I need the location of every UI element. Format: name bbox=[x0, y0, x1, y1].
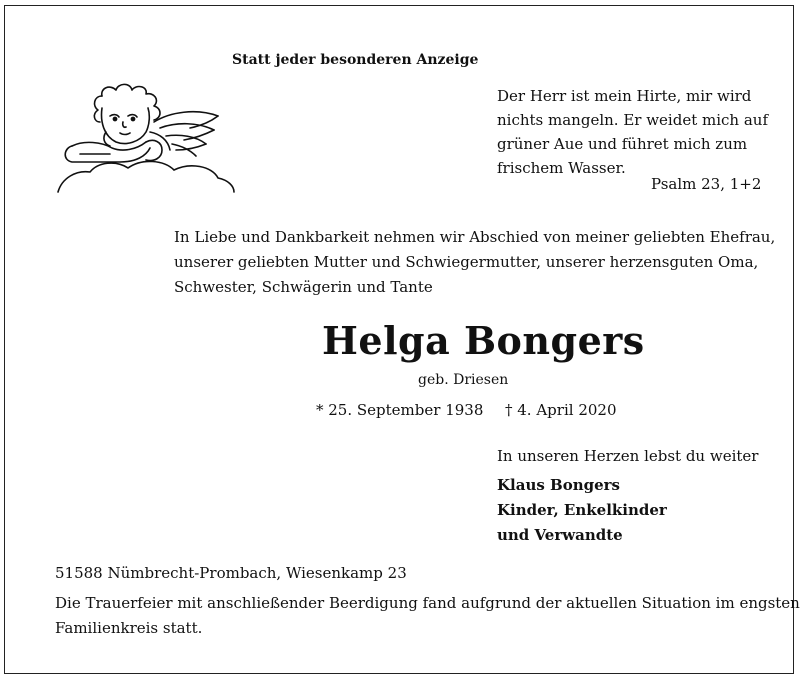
psalm-reference: Psalm 23, 1+2 bbox=[651, 175, 762, 193]
intro-line: In Liebe und Dankbarkeit nehmen wir Abschied von meiner geliebten Ehefrau, bbox=[174, 228, 776, 246]
mourner: Klaus Bongers bbox=[497, 476, 620, 494]
funeral-line: Die Trauerfeier mit anschließender Beerdigung fand aufgrund der aktuellen Situation im engsten bbox=[55, 594, 800, 612]
psalm-line: nichts mangeln. Er weidet mich auf bbox=[497, 111, 768, 129]
death-date: † 4. April 2020 bbox=[505, 401, 617, 419]
intro-text bbox=[174, 225, 776, 300]
intro-line: unserer geliebten Mutter und Schwiegermutter, unserer herzensguten Oma, bbox=[174, 253, 759, 271]
motto: In unseren Herzen lebst du weiter bbox=[497, 447, 759, 465]
headline: Statt jeder besonderen Anzeige bbox=[232, 52, 479, 68]
psalm-line: frischem Wasser. bbox=[497, 159, 626, 177]
mourner: Kinder, Enkelkinder bbox=[497, 501, 667, 519]
cherub-angel-icon bbox=[50, 82, 240, 194]
birth-date: * 25. September 1938 bbox=[316, 401, 484, 419]
funeral-note bbox=[55, 591, 800, 641]
deceased-name: Helga Bongers bbox=[322, 318, 645, 363]
psalm-line: grüner Aue und führet mich zum bbox=[497, 135, 748, 153]
maiden-name: geb. Driesen bbox=[418, 372, 509, 388]
mourner: und Verwandte bbox=[497, 526, 623, 544]
mourners-list bbox=[497, 473, 667, 548]
funeral-line: Familienkreis statt. bbox=[55, 619, 203, 637]
psalm-line: Der Herr ist mein Hirte, mir wird bbox=[497, 87, 752, 105]
intro-line: Schwester, Schwägerin und Tante bbox=[174, 278, 433, 296]
address: 51588 Nümbrecht-Prombach, Wiesenkamp 23 bbox=[55, 564, 407, 582]
psalm-verse bbox=[497, 84, 768, 180]
